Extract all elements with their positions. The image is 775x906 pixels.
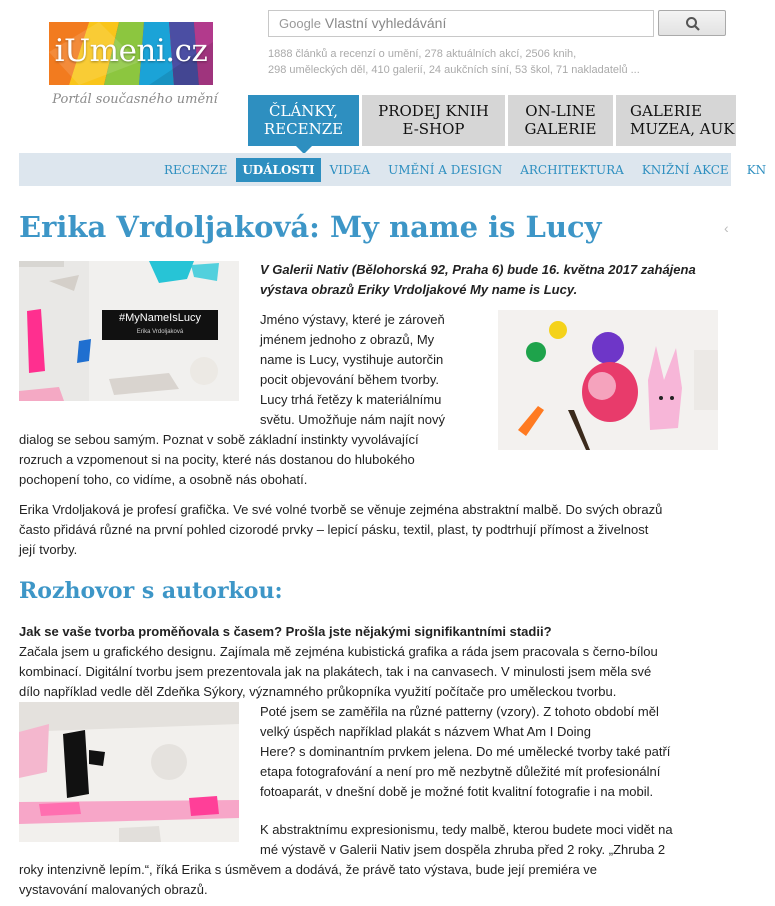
article-title: Erika Vrdoljaková: My name is Lucy [19,210,602,244]
subnav-videa[interactable]: VIDEA [329,162,371,177]
subnav-umeni-a-design[interactable]: UMĚNÍ A DESIGN [388,162,503,177]
body-line: její tvorby. [19,542,78,557]
search-placeholder: Vlastní vyhledávání [324,15,447,31]
painting-image-abstract-pink[interactable] [19,702,239,842]
body-line: Poté jsem se zaměřila na různé patterny (vzory). Z tohoto období měl [260,704,659,719]
stats-line: 1888 článků a recenzí o umění, 278 aktuálních akcí, 2506 knih, [268,48,577,60]
body-line: mé výstavě v Galerii Nativ jsem dospěla zhruba před 2 roky. „Zhruba 2 [260,842,666,857]
body-line: světu. Umožňuje nám najít nový [260,412,445,427]
body-line: pocit objevování během tvorby. [260,372,439,387]
painting-artwork [498,310,718,450]
body-line: Erika Vrdoljaková je profesí grafička. Ve své volné tvorbě se věnuje zejména abstraktní malbě. Do svých obrazů [19,502,663,517]
painting-artwork [19,702,239,842]
body-line: name is Lucy, vystihuje autorčin [260,352,444,367]
body-line: velký úspěch například plakát s názvem What Am I Doing [260,724,591,739]
body-line: dialog se sebou samým. Poznat v sobě základní instinkty vyvolávající [19,432,419,447]
article-lead: V Galerii Nativ (Bělohorská 92, Praha 6) bude 16. května 2017 zahájena výstava obrazů Eriky Vrdoljakové My name is Lucy. [260,262,696,297]
interview-heading: Rozhovor s autorkou: [19,578,283,604]
subnav-recenze[interactable]: RECENZE [164,162,228,177]
body-line: vystavování malovaných obrazů. [19,882,208,897]
subnav-architektura[interactable]: ARCHITEKTURA [520,162,624,177]
main-nav [248,95,736,146]
subnav-knizni-akce[interactable]: KNIŽNÍ AKCE [641,162,729,177]
painting-caption-title: #MyNameIsLucy [119,312,201,324]
body-line: kombinací. Digitální tvorbu jsem prezentovala jak na plakátech, tak i na canvasech. V minulosti jsem měla své [19,664,652,679]
tab-prodej-knih[interactable]: PRODEJ KNIH E-SHOP [362,95,505,146]
body-line: dílo například vedle děl Zdeňka Sýkory, významného průkopníka využití počítače pro uměleckou tvorbu. [19,684,617,699]
body-line: pochopení toho, co vidíme, a osobně nás obohatí. [19,472,308,487]
tab-galerie-muzea[interactable]: GALERIE MUZEA, AUK [616,95,736,146]
body-line: K abstraktnímu expresionismu, tedy malbě, kterou budete moci vidět na [260,822,673,837]
body-line: Začala jsem u grafického designu. Zajímala mě zejména kubistická grafika a ráda jsem pracovala s černo-bílou [19,644,658,659]
body-line: Here? s dominantním prvkem jelena. Do mé umělecké tvorby také patří [260,744,671,759]
search-brand: Google [279,16,321,31]
share-chevron-icon[interactable]: ‹ [724,220,729,236]
search-input[interactable] [268,10,654,37]
site-stats [268,46,708,78]
search-button[interactable] [658,10,726,36]
body-line: fotoaparát, v dnešní době je možné fotit kvalitní fotografie i na mobil. [260,784,654,799]
site-tagline: Portál současného umění [52,92,218,107]
tab-online-galerie[interactable]: ON-LINE GALERIE [508,95,613,146]
stats-line: 298 uměleckých děl, 410 galerií, 24 aukčních síní, 53 škol, 71 nakladatelů ... [268,64,640,76]
tab-clanky-recenze[interactable]: ČLÁNKY, RECENZE [248,95,359,146]
site-logo[interactable] [49,22,213,85]
sub-nav [19,153,767,186]
body-line: rozruch a vzpomenout si na pocity, které nás dostanou do hlubokého [19,452,415,467]
body-line: jménem jednoho z obrazů, My [260,332,435,347]
painting-caption [102,310,218,340]
body-line: často přidává různé na první pohled cizorodé prvky – lepicí pásku, textil, plast, ty podtrhují přímost a živelnost [19,522,649,537]
subnav-udalosti[interactable]: UDÁLOSTI [236,158,320,182]
body-line: Jméno výstavy, které je zároveň [260,312,445,327]
painting-image-abstract-rabbit[interactable] [498,310,718,450]
body-line: etapa fotografování a není pro mě nezbytně důležité mít profesionální [260,764,661,779]
body-line: Lucy trhá řetězy k materiálnímu [260,392,442,407]
painting-caption-author: Erika Vrdoljaková [136,329,184,335]
body-line: roky intenzivně lepím.“, říká Erika s úsměvem a dodává, že právě tato výstava, bude její premiéra ve [19,862,598,877]
painting-image-my-name-is-lucy[interactable] [19,261,239,401]
logo-text: iUmeni.cz [54,33,208,69]
search-icon [685,16,701,32]
subnav-kn[interactable]: KN [746,162,767,177]
interview-question: Jak se vaše tvorba proměňovala s časem? Prošla jste nějakými signifikantními stadii? [19,624,552,639]
